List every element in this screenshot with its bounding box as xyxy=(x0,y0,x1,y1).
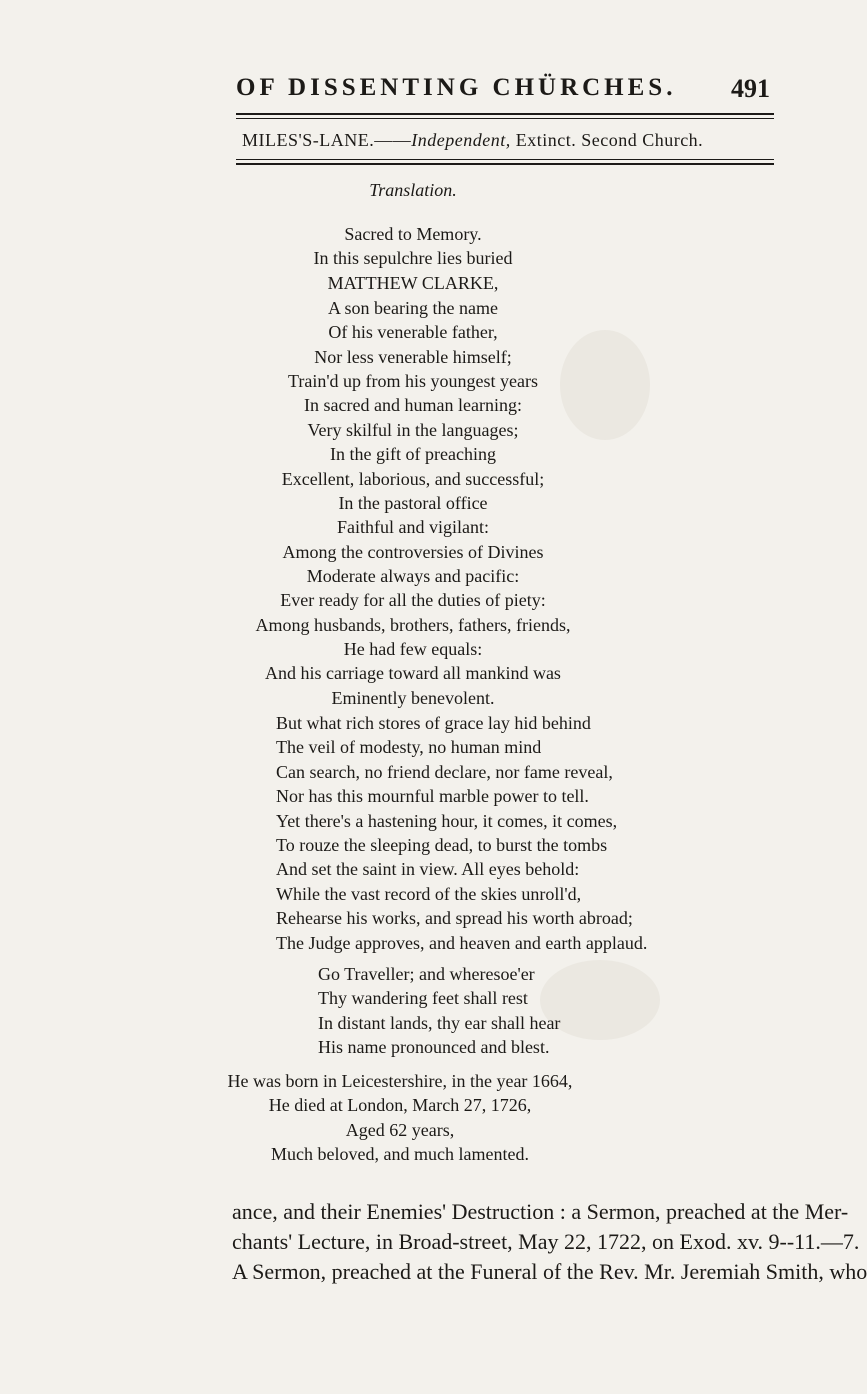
verse-line: The Judge approves, and heaven and earth applaud. xyxy=(276,932,648,953)
epitaph-line: Among husbands, brothers, fathers, friends, xyxy=(255,615,571,635)
verse-line: Rehearse his works, and spread his worth abroad; xyxy=(276,908,633,929)
body-line: A Sermon, preached at the Funeral of the Rev. Mr. Jeremiah Smith, who xyxy=(232,1259,867,1284)
epitaph-line: And his carriage toward all mankind was xyxy=(265,663,561,683)
verse-line: And set the saint in view. All eyes behold: xyxy=(276,859,580,880)
church-denomination: Independent, xyxy=(411,130,511,150)
epitaph-line: In the gift of preaching xyxy=(330,444,496,464)
verse-line: Nor has this mournful marble power to tell. xyxy=(276,786,589,807)
verse-line: To rouze the sleeping dead, to burst the tombs xyxy=(276,834,608,855)
divider-rule xyxy=(236,113,774,115)
page-number: 491 xyxy=(731,74,770,103)
date-line: Much beloved, and much lamented. xyxy=(271,1143,529,1164)
epitaph-line: Train'd up from his youngest years xyxy=(287,371,539,391)
verse-line: While the vast record of the skies unroll'd, xyxy=(276,883,582,904)
verse-line: But what rich stores of grace lay hid behind xyxy=(276,713,591,733)
traveller-address xyxy=(318,962,560,1059)
verse-line: Can search, no friend declare, nor fame reveal, xyxy=(276,761,613,782)
translation-heading: Translation. xyxy=(369,180,457,200)
running-title: OF DISSENTING CHÜRCHES. xyxy=(236,74,677,101)
running-head xyxy=(236,74,776,114)
epitaph-line: Ever ready for all the duties of piety: xyxy=(280,590,546,610)
address-line: His name pronounced and blest. xyxy=(318,1036,550,1057)
address-line: Thy wandering feet shall rest xyxy=(318,988,528,1009)
memorial-verse xyxy=(276,711,796,955)
section-head: MILES'S-LANE.——Independent, Extinct. Second Church. xyxy=(242,130,704,150)
epitaph-line: He had few equals: xyxy=(343,639,483,659)
verse-line: The veil of modesty, no human mind xyxy=(276,737,542,758)
body-paragraph xyxy=(232,1197,867,1287)
life-dates xyxy=(0,1069,800,1166)
date-line: Aged 62 years, xyxy=(345,1119,455,1140)
date-line: He died at London, March 27, 1726, xyxy=(268,1095,532,1116)
epitaph-line: Sacred to Memory. xyxy=(344,224,482,244)
epitaph-line: Of his venerable father, xyxy=(328,322,498,342)
church-place: MILES'S-LANE. xyxy=(242,130,375,150)
date-line: He was born in Leicestershire, in the year 1664, xyxy=(227,1071,573,1091)
epitaph-line: In sacred and human learning: xyxy=(304,395,522,415)
epitaph-line: A son bearing the name xyxy=(328,298,498,318)
address-line: In distant lands, thy ear shall hear xyxy=(318,1012,561,1033)
epitaph-line: Faithful and vigilant: xyxy=(337,517,489,537)
epitaph-line: MATTHEW CLARKE, xyxy=(327,273,499,293)
divider-rule xyxy=(236,159,774,160)
church-status: Extinct. Second Church. xyxy=(515,130,704,150)
epitaph-line: Excellent, laborious, and successful; xyxy=(281,469,545,489)
address-line: Go Traveller; and wheresoe'er xyxy=(318,964,535,984)
epitaph-line: Eminently benevolent. xyxy=(331,688,495,708)
epitaph-line: In the pastoral office xyxy=(338,493,488,513)
epitaph-line: Very skilful in the languages; xyxy=(307,420,519,440)
body-line: chants' Lecture, in Broad-street, May 22, 1722, on Exod. xv. 9--11.—7. xyxy=(232,1229,860,1254)
verse-line: Yet there's a hastening hour, it comes, it comes, xyxy=(276,810,618,831)
epitaph-line: Moderate always and pacific: xyxy=(306,566,520,586)
divider-rule xyxy=(236,118,774,119)
body-line: ance, and their Enemies' Destruction : a Sermon, preached at the Mer- xyxy=(232,1199,849,1224)
epitaph-line: In this sepulchre lies buried xyxy=(313,248,513,268)
epitaph-line: Nor less venerable himself; xyxy=(314,347,512,367)
divider-rule xyxy=(236,163,774,165)
epitaph-line: Among the controversies of Divines xyxy=(282,542,544,562)
